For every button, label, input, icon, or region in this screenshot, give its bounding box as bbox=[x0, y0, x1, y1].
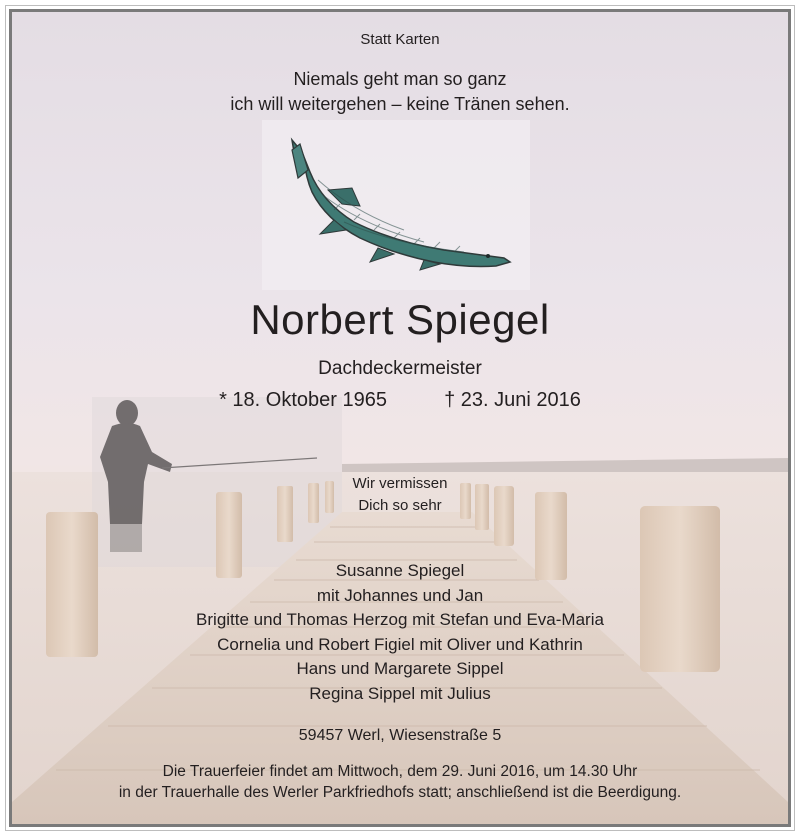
farewell-message bbox=[12, 473, 788, 517]
funeral-notice bbox=[12, 761, 788, 803]
farewell-line-2: Dich so sehr bbox=[358, 497, 442, 514]
obituary-frame bbox=[9, 9, 791, 827]
address: 59457 Werl, Wiesenstraße 5 bbox=[298, 727, 502, 744]
mourner-line: Cornelia und Robert Figiel mit Oliver und Kathrin bbox=[217, 634, 583, 654]
deceased-profession: Dachdeckermeister bbox=[318, 358, 482, 379]
deceased-name: Norbert Spiegel bbox=[250, 296, 550, 343]
mourner-line: Brigitte und Thomas Herzog mit Stefan und Eva-Maria bbox=[196, 610, 604, 629]
pike-fish-icon bbox=[274, 130, 538, 280]
notice-line-1: Die Trauerfeier findet am Mittwoch, dem 29. Juni 2016, um 14.30 Uhr bbox=[162, 763, 638, 780]
mourner-line: mit Johannes und Jan bbox=[316, 585, 484, 605]
mourners-list bbox=[12, 559, 788, 706]
notice-line-2: in der Trauerhalle des Werler Parkfriedhofs statt; anschließend ist die Beerdigung. bbox=[118, 784, 682, 801]
birth-date: * 18. Oktober 1965 bbox=[219, 389, 387, 411]
death-date: † 23. Juni 2016 bbox=[444, 389, 581, 411]
motto-line-2: ich will weitergehen – keine Tränen sehen. bbox=[230, 94, 570, 114]
farewell-line-1: Wir vermissen bbox=[352, 475, 448, 492]
motto bbox=[12, 67, 788, 117]
mourner-line: Regina Sippel mit Julius bbox=[309, 683, 491, 703]
header-note: Statt Karten bbox=[360, 31, 440, 48]
mourner-line: Susanne Spiegel bbox=[335, 561, 465, 580]
motto-line-1: Niemals geht man so ganz bbox=[293, 69, 507, 89]
life-dates bbox=[12, 387, 788, 413]
mourner-line: Hans und Margarete Sippel bbox=[296, 659, 504, 678]
